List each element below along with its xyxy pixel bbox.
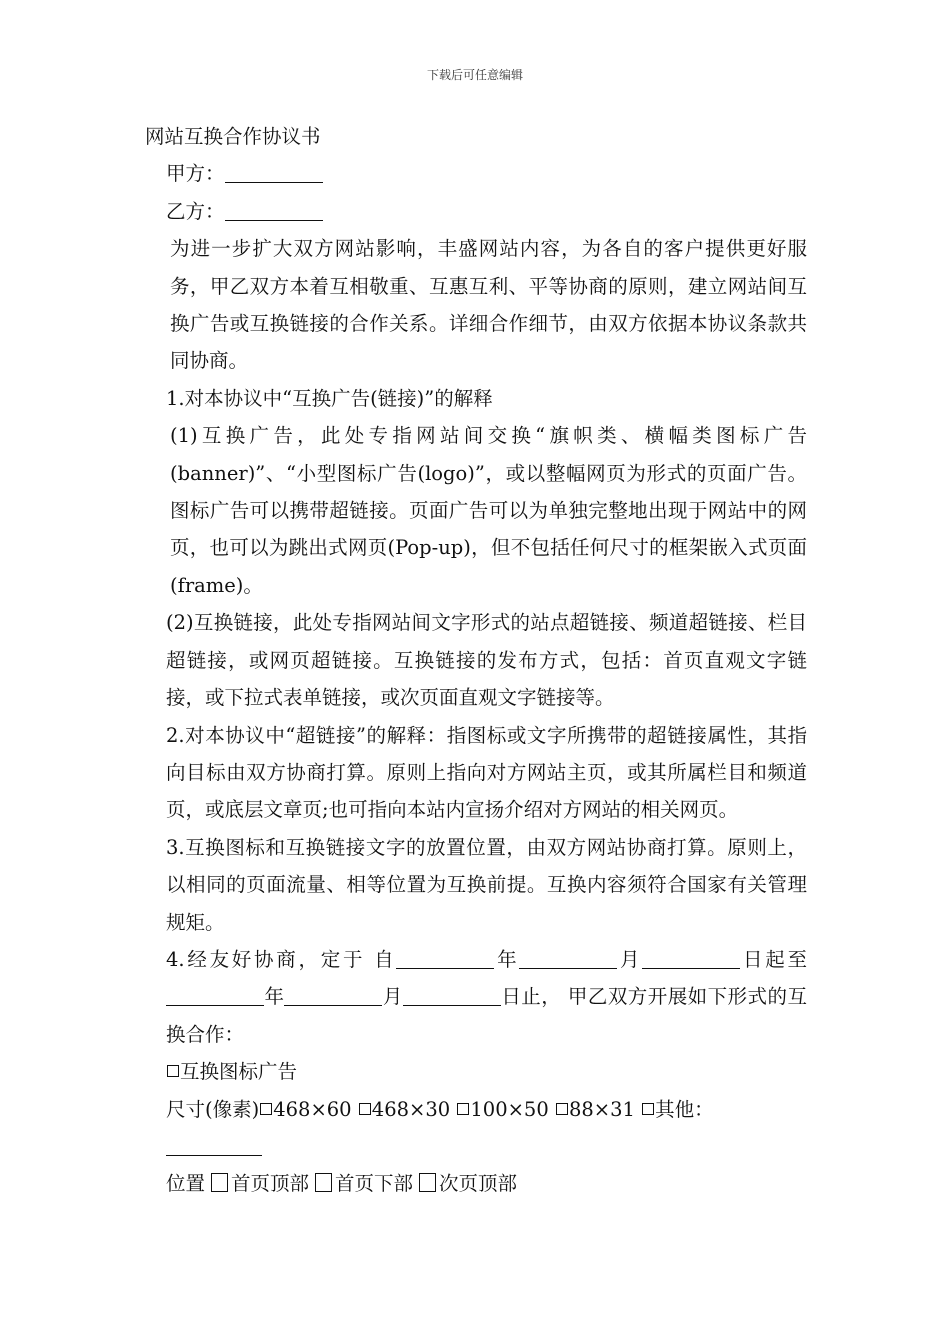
position-label: 位置 <box>166 1172 206 1196</box>
party-b-blank <box>225 200 323 221</box>
clause-2-paragraph: 2.对本协议中“超链接”的解释：指图标或文字所携带的超链接属性，其指向目标由双方协商打算。原则上指向对方网站主页，或其所属栏目和频道页，或底层文章页;也可指向本站内宣扬介绍对方网站的相关网页。 <box>166 723 807 822</box>
size-100x50-checkbox[interactable] <box>457 1103 469 1115</box>
size-468x30-label: 468×30 <box>371 1097 451 1121</box>
icon-ad-option-line <box>145 1053 807 1090</box>
start-day-blank <box>642 948 740 969</box>
document-title: 网站互换合作协议书 <box>145 125 321 148</box>
clause-1-2-paragraph: (2)互换链接，此处专指网站间文字形式的站点超链接、频道超链接、栏目超链接，或网页超链接。互换链接的发布方式，包括：首页直观文字链接，或下拉式表单链接，或次页面直观文字链接等。 <box>166 611 807 710</box>
size-other-label: 其他： <box>655 1097 714 1121</box>
position-sub-top-checkbox[interactable] <box>419 1173 436 1192</box>
position-home-bottom-label: 首页下部 <box>335 1172 414 1196</box>
clause-4-prefix: 4.经友好协商，定于 自 <box>166 947 397 971</box>
size-other-checkbox[interactable] <box>642 1103 654 1115</box>
party-b-line <box>145 193 807 230</box>
start-day-label: 日起至 <box>740 947 807 971</box>
header-note: 下载后可任意编辑 <box>426 68 523 82</box>
end-day-blank <box>403 986 501 1007</box>
end-month-label: 月 <box>382 985 403 1009</box>
start-year-label: 年 <box>494 947 520 971</box>
clause-1-1-paragraph: (1)互换广告，此处专指网站间交换“旗帜类、横幅类图标广告(banner)”、“小型图标广告(logo)”，或以整幅网页为形式的页面广告。图标广告可以携带超链接。页面广告可以为单独完整地出现于网站中的网页，也可以为跳出式网页(Pop-up)，但不包括任何尺寸的框架嵌入式页面(frame)。 <box>170 424 807 597</box>
position-home-top-label: 首页顶部 <box>231 1172 310 1196</box>
end-day-label: 日止， 甲乙双方开展如下形式的互换合作： <box>166 985 807 1046</box>
size-other-blank <box>166 1135 262 1156</box>
size-468x30-checkbox[interactable] <box>359 1103 371 1115</box>
position-home-bottom-checkbox[interactable] <box>315 1173 332 1192</box>
clause-3-paragraph: 3.互换图标和互换链接文字的放置位置，由双方网站协商打算。原则上，以相同的页面流量、相等位置为互换前提。互换内容须符合国家有关管理规矩。 <box>166 835 807 934</box>
start-month-label: 月 <box>617 947 643 971</box>
document-body <box>145 118 807 1203</box>
clause-4-paragraph <box>145 941 807 1053</box>
icon-ad-checkbox[interactable] <box>167 1065 179 1077</box>
position-sub-top-label: 次页顶部 <box>439 1172 518 1196</box>
end-year-blank <box>166 986 264 1007</box>
party-a-blank <box>225 163 323 184</box>
party-a-line <box>145 155 807 192</box>
position-line <box>145 1165 807 1202</box>
end-year-label: 年 <box>264 985 285 1009</box>
size-line <box>145 1091 807 1166</box>
size-100x50-label: 100×50 <box>470 1097 549 1121</box>
size-468x60-label: 468×60 <box>273 1097 352 1121</box>
size-88x31-checkbox[interactable] <box>556 1103 568 1115</box>
clause-1-heading: 1.对本协议中“互换广告(链接)”的解释 <box>166 386 493 410</box>
party-a-label: 甲方： <box>166 162 225 186</box>
icon-ad-option-label: 互换图标广告 <box>180 1060 298 1084</box>
party-b-label: 乙方： <box>166 199 225 223</box>
start-year-blank <box>396 948 494 969</box>
intro-paragraph: 为进一步扩大双方网站影响，丰盛网站内容，为各自的客户提供更好服务，甲乙双方本着互相敬重、互惠互利、平等协商的原则，建立网站间互换广告或互换链接的合作关系。详细合作细节，由双方依据本协议条款共同协商。 <box>170 237 807 373</box>
size-label: 尺寸(像素) <box>166 1097 260 1121</box>
end-month-blank <box>284 986 382 1007</box>
size-468x60-checkbox[interactable] <box>260 1103 272 1115</box>
size-88x31-label: 88×31 <box>568 1097 635 1121</box>
position-home-top-checkbox[interactable] <box>211 1173 228 1192</box>
start-month-blank <box>519 948 617 969</box>
